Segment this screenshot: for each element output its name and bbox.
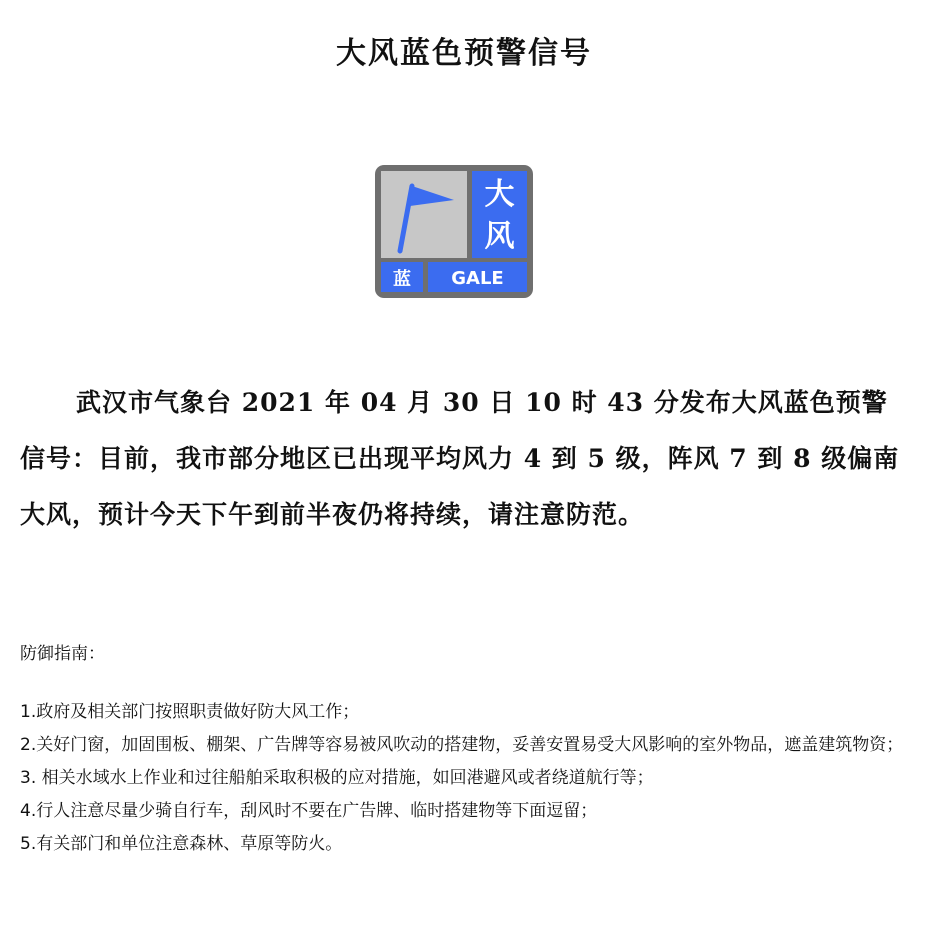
badge-title-bottom: 风 <box>484 219 515 254</box>
guide-title: 防御指南： <box>20 644 105 664</box>
warning-badge <box>374 164 534 299</box>
badge-english-label: GALE <box>451 268 504 289</box>
warning-announcement: 武汉市气象台 2021 年 04 月 30 日 10 时 43 分发布大风蓝色预警信号：目前，我市部分地区已出现平均风力 4 到 5 级，阵风 7 到 8 级偏南大风，预计今天下午到前半夜仍将持续，请注意防范。 <box>20 388 900 529</box>
badge-title-top: 大 <box>484 177 515 212</box>
guide-item: 1.政府及相关部门按照职责做好防大风工作； <box>20 702 360 722</box>
badge-level-label: 蓝 <box>393 269 411 290</box>
guide-item: 2.关好门窗，加固围板、棚架、广告牌等容易被风吹动的搭建物，妥善安置易受大风影响的室外物品，遮盖建筑物资； <box>20 735 904 755</box>
guide-item: 4.行人注意尽量少骑自行车，刮风时不要在广告牌、临时搭建物等下面逗留； <box>20 801 598 821</box>
page-title: 大风蓝色预警信号 <box>336 36 592 71</box>
badge-flag-panel <box>381 171 467 258</box>
guide-item: 5.有关部门和单位注意森林、草原等防火。 <box>20 834 343 854</box>
guide-list <box>20 696 920 861</box>
guide-item: 3. 相关水域水上作业和过往船舶采取积极的应对措施，如回港避风或者绕道航行等； <box>20 768 654 788</box>
